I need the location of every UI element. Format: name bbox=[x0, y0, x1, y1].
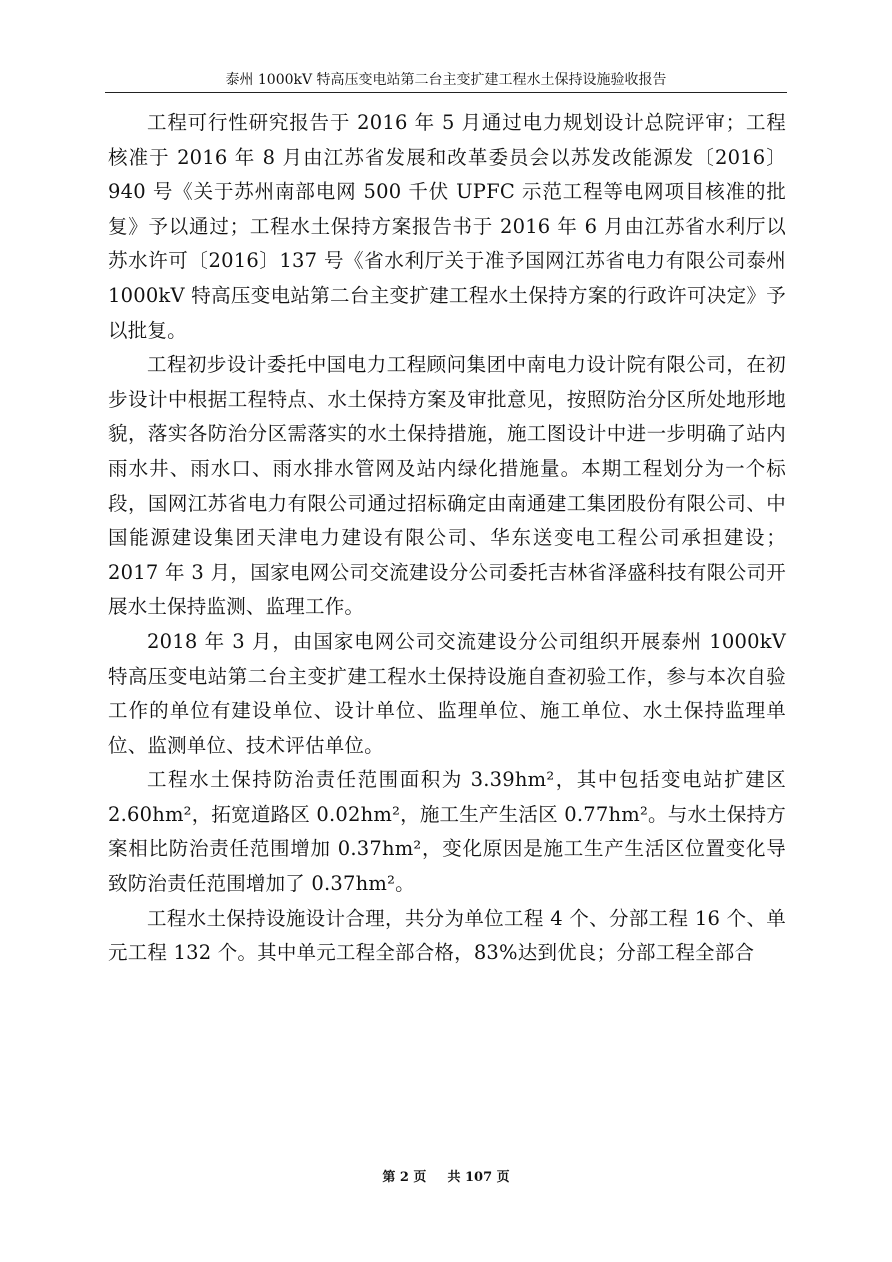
paragraph-quality-evaluation: 工程水土保持设施设计合理，共分为单位工程 4 个、分部工程 16 个、单元工程 132 个。其中单元工程全部合格，83%达到优良；分部工程全部合 bbox=[108, 906, 786, 965]
page-total: 共 107 页 bbox=[447, 1170, 510, 1185]
paragraph-approvals: 工程可行性研究报告于 2016 年 5 月通过电力规划设计总院评审；工程核准于 2016 年 8 月由江苏省发展和改革委员会以苏发改能源发〔2016〕940 号《关于苏州南部电网 500 千伏 UPFC 示范工程等电网项目核准的批复》予以通过；工程水土保持方案报告书于 2016 年 6 月由江苏省水利厅以苏水许可〔2016〕137 号《省水利厅关于准予国网江苏省电力有限公司泰州 1000kV 特高压变电站第二台主变扩建工程水土保持方案的行政许可决定》予以批复。 bbox=[108, 111, 786, 342]
document-body bbox=[108, 106, 786, 971]
paragraph-self-inspection: 2018 年 3 月，由国家电网公司交流建设分公司组织开展泰州 1000kV 特高压变电站第二台主变扩建工程水土保持设施自查初验工作，参与本次自验工作的单位有建设单位、设计单位、监理单位、施工单位、水土保持监理单位、监测单位、技术评估单位。 bbox=[108, 629, 786, 757]
page-number: 第 2 页 bbox=[382, 1170, 427, 1185]
paragraph-design-construction: 工程初步设计委托中国电力工程顾问集团中南电力设计院有限公司，在初步设计中根据工程特点、水土保持方案及审批意见，按照防治分区所处地形地貌，落实各防治分区需落实的水土保持措施，施工图设计中进一步明确了站内雨水井、雨水口、雨水排水管网及站内绿化措施量。本期工程划分为一个标段，国网江苏省电力有限公司通过招标确定由南通建工集团股份有限公司、中国能源建设集团天津电力建设有限公司、华东送变电工程公司承担建设；2017 年 3 月，国家电网公司交流建设分公司委托吉林省泽盛科技有限公司开展水土保持监测、监理工作。 bbox=[108, 353, 786, 619]
page-header bbox=[105, 70, 787, 93]
paragraph-responsibility-area: 工程水土保持防治责任范围面积为 3.39hm²，其中包括变电站扩建区 2.60hm²，拓宽道路区 0.02hm²，施工生产生活区 0.77hm²。与水土保持方案相比防治责任范围增加 0.37hm²，变化原因是施工生产生活区位置变化导致防治责任范围增加了 0.37hm²。 bbox=[108, 768, 786, 896]
header-title: 泰州 1000kV 特高压变电站第二台主变扩建工程水土保持设施验收报告 bbox=[225, 72, 667, 88]
page-footer bbox=[0, 1169, 892, 1187]
